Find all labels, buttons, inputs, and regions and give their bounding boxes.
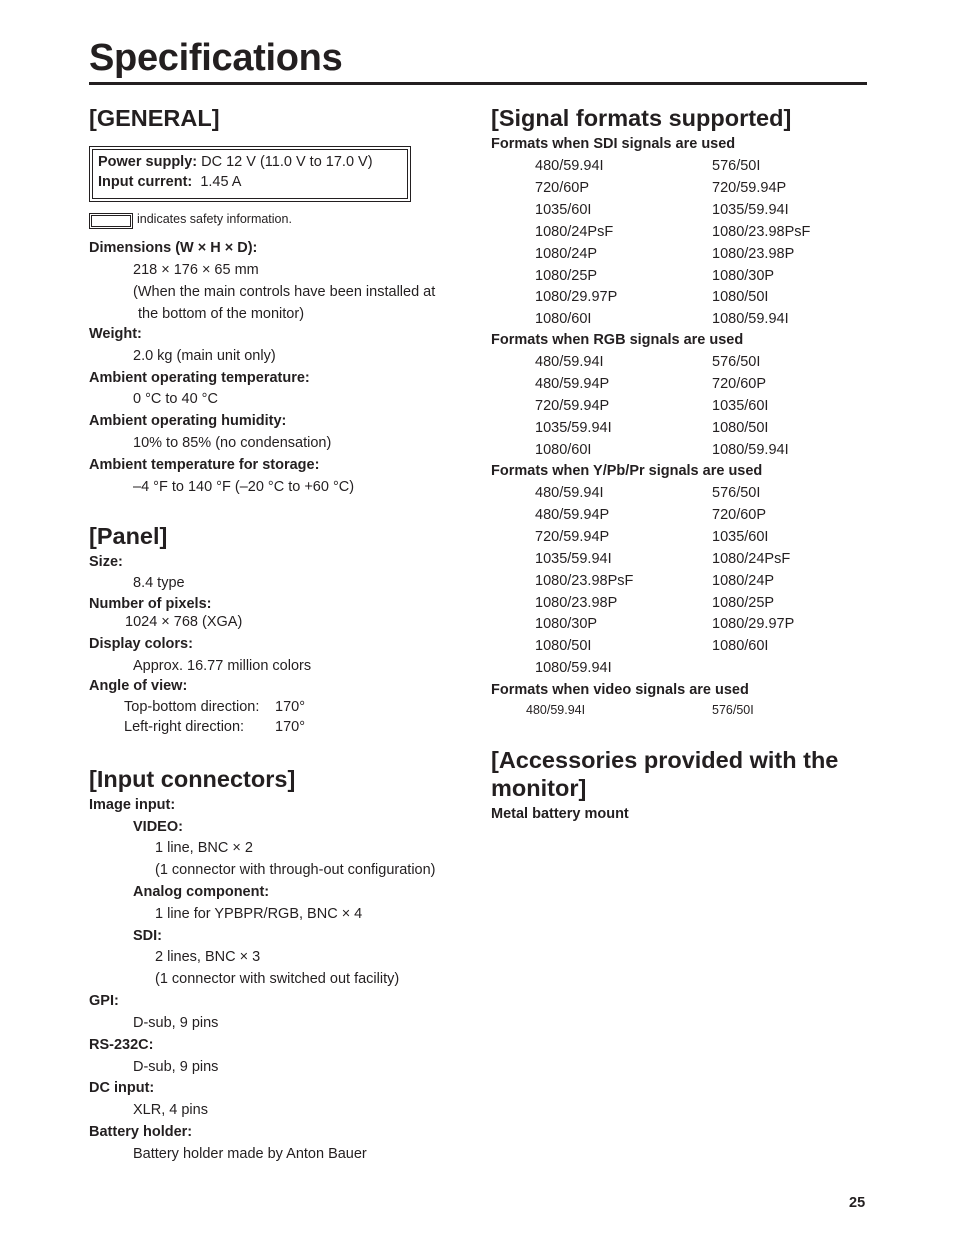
video-input-value: 1 line, BNC × 2 [155, 840, 253, 856]
operating-temp-value: 0 °C to 40 °C [133, 391, 218, 407]
format-item: 1080/50I [712, 289, 769, 306]
operating-humidity-label: Ambient operating humidity: [89, 413, 287, 429]
gpi-value: D-sub, 9 pins [133, 1015, 219, 1031]
size-label: Size: [89, 554, 123, 570]
format-item: 1080/23.98P [535, 594, 618, 611]
video-input-label: VIDEO: [133, 819, 183, 835]
input-current-label: Input current: [98, 174, 193, 190]
battery-holder-label: Battery holder: [89, 1124, 193, 1140]
sdi-input-note: (1 connector with switched out facility) [155, 971, 400, 987]
ypbpr-formats-label: Formats when Y/Pb/Pr signals are used [491, 463, 763, 479]
angle-top-bottom-value: 170° [275, 699, 305, 715]
format-item: 1035/60I [712, 397, 769, 414]
angle-top-bottom-label: Top-bottom direction: [124, 699, 260, 715]
format-item: 1080/30P [712, 267, 775, 284]
safety-symbol-box [89, 213, 133, 229]
format-item: 1035/59.94I [712, 201, 789, 218]
sdi-input-value: 2 lines, BNC × 3 [155, 949, 261, 965]
accessories-heading: [Accessories provided with the [491, 747, 839, 773]
format-item: 720/59.94P [535, 397, 610, 414]
operating-temp-label: Ambient operating temperature: [89, 370, 310, 386]
format-item: 1080/60I [712, 638, 769, 655]
format-item: 1035/60I [712, 528, 769, 545]
dc-input-value: XLR, 4 pins [133, 1102, 208, 1118]
format-item: 1035/59.94I [535, 550, 612, 567]
angle-of-view-label: Angle of view: [89, 678, 188, 694]
format-item: 720/60P [712, 375, 767, 392]
pixels-label: Number of pixels: [89, 596, 212, 612]
format-item: 1080/59.94I [535, 660, 612, 677]
format-item: 480/59.94P [535, 375, 610, 392]
format-item: 1080/25P [712, 594, 775, 611]
format-item: 1080/24P [535, 245, 598, 262]
format-item: 1080/23.98PsF [535, 572, 634, 589]
weight-label: Weight: [89, 326, 142, 342]
page-title: Specifications [89, 37, 343, 79]
input-current-value: 1.45 A [200, 174, 242, 190]
input-current-row [98, 174, 241, 190]
format-item: 480/59.94I [535, 485, 604, 501]
battery-holder-value: Battery holder made by Anton Bauer [133, 1146, 367, 1162]
format-item: 1080/60I [535, 441, 592, 458]
format-item: 720/60P [712, 506, 767, 523]
format-item: 576/50I [712, 158, 761, 174]
video-formats-label: Formats when video signals are used [491, 682, 749, 698]
format-item: 576/50I [712, 354, 761, 370]
display-colors-label: Display colors: [89, 636, 193, 652]
format-item: 720/59.94P [535, 528, 610, 545]
rs232c-value: D-sub, 9 pins [133, 1059, 219, 1075]
format-item: 1080/60I [535, 311, 592, 328]
format-item: 1035/59.94I [535, 419, 612, 436]
power-supply-label: Power supply: [98, 154, 198, 170]
format-item: 1080/59.94I [712, 441, 789, 458]
display-colors-value: Approx. 16.77 million colors [133, 658, 312, 674]
panel-heading: [Panel] [89, 523, 168, 549]
format-item: 480/59.94I [526, 703, 586, 717]
format-item: 480/59.94I [535, 158, 604, 174]
storage-temp-label: Ambient temperature for storage: [89, 457, 320, 473]
format-item: 1080/24P [712, 572, 775, 589]
format-item: 1080/25P [535, 267, 598, 284]
power-supply-value: DC 12 V (11.0 V to 17.0 V) [201, 154, 373, 170]
general-heading: [GENERAL] [89, 105, 220, 131]
weight-value: 2.0 kg (main unit only) [133, 348, 276, 364]
dimensions-note-cont: the bottom of the monitor) [138, 306, 305, 322]
input-connectors-heading: [Input connectors] [89, 766, 296, 792]
dimensions-value: 218 × 176 × 65 mm [133, 262, 259, 278]
safety-note: indicates safety information. [137, 212, 292, 226]
format-item: 1080/24PsF [712, 550, 791, 567]
format-item: 480/59.94P [535, 506, 610, 523]
format-item: 1080/59.94I [712, 311, 789, 328]
format-item: 720/60P [535, 179, 590, 196]
format-item: 1080/50I [535, 638, 592, 655]
operating-humidity-value: 10% to 85% (no condensation) [133, 435, 332, 451]
power-supply-row [98, 154, 373, 170]
dimensions-label: Dimensions (W × H × D): [89, 240, 258, 256]
pixels-value: 1024 × 768 (XGA) [125, 614, 243, 630]
rgb-formats-label: Formats when RGB signals are used [491, 332, 744, 348]
format-item: 1080/50I [712, 419, 769, 436]
format-item: 480/59.94I [535, 354, 604, 370]
image-input-label: Image input: [89, 797, 176, 813]
format-item: 1080/29.97P [535, 289, 618, 306]
size-value: 8.4 type [133, 575, 185, 591]
sdi-formats-label: Formats when SDI signals are used [491, 136, 736, 152]
format-item: 576/50I [712, 703, 754, 717]
sdi-input-label: SDI: [133, 928, 162, 944]
format-item: 1080/23.98P [712, 245, 795, 262]
format-item: 576/50I [712, 485, 761, 501]
video-input-note: (1 connector with through-out configuration) [155, 862, 436, 878]
rs232c-label: RS-232C: [89, 1037, 154, 1053]
format-item: 1080/29.97P [712, 616, 795, 633]
storage-temp-value: –4 °F to 140 °F (–20 °C to +60 °C) [133, 479, 355, 495]
analog-component-label: Analog component: [133, 884, 270, 900]
format-item: 1080/30P [535, 616, 598, 633]
gpi-label: GPI: [89, 993, 119, 1009]
accessories-heading-cont: monitor] [491, 775, 587, 801]
dc-input-label: DC input: [89, 1080, 155, 1096]
title-rule [89, 82, 867, 85]
analog-component-value: 1 line for YPBPR/RGB, BNC × 4 [155, 906, 363, 922]
format-item: 1035/60I [535, 201, 592, 218]
page-number: 25 [849, 1195, 866, 1211]
angle-left-right-label: Left-right direction: [124, 719, 245, 735]
dimensions-note: (When the main controls have been installed at [133, 284, 436, 300]
angle-left-right-value: 170° [275, 719, 305, 735]
format-item: 720/59.94P [712, 179, 787, 196]
format-item: 1080/24PsF [535, 223, 614, 240]
format-item: 1080/23.98PsF [712, 223, 811, 240]
signal-formats-heading: [Signal formats supported] [491, 105, 792, 131]
accessory-item: Metal battery mount [491, 806, 629, 822]
